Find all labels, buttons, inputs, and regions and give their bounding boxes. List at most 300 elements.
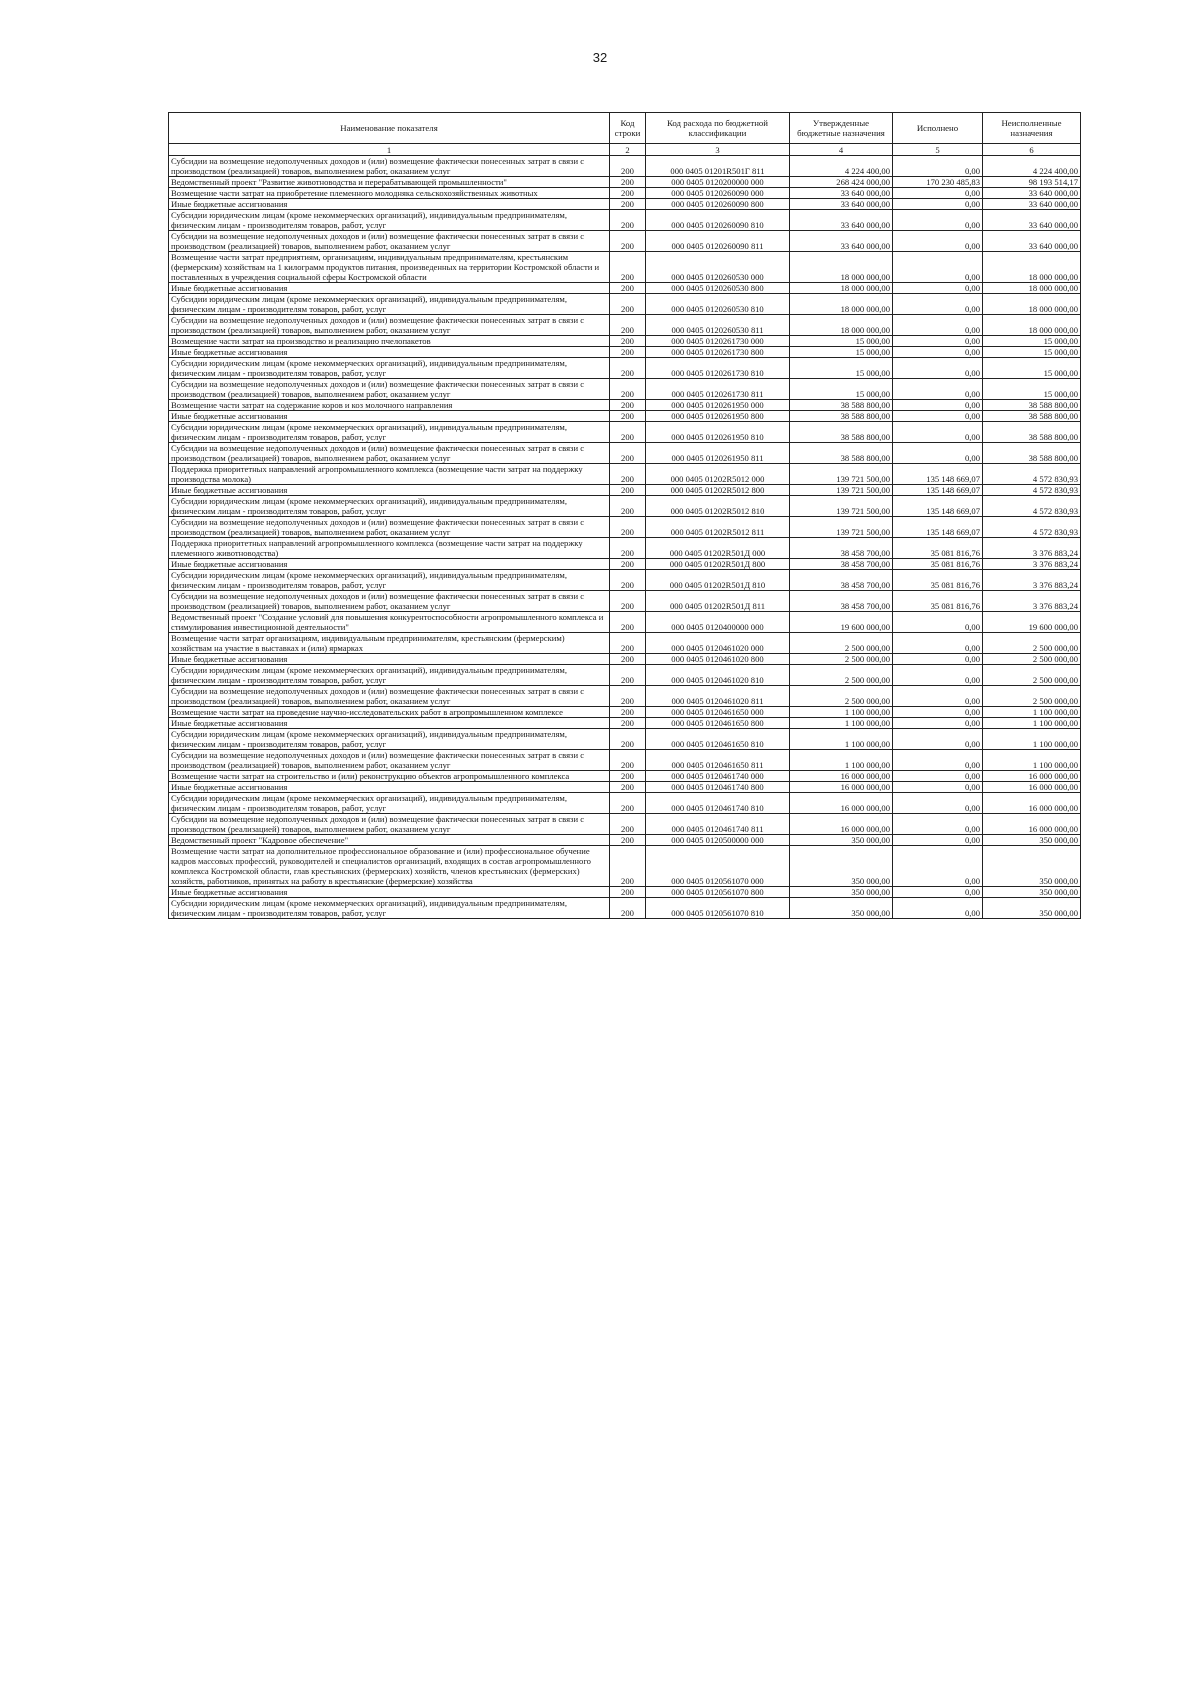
row-approved: 16 000 000,00 (790, 771, 893, 782)
row-name: Субсидии на возмещение недополученных доходов и (или) возмещение фактически понесенных затрат в связи с производством (реализацией) товаров, выполнением работ, оказанием услуг (169, 156, 610, 177)
row-name: Ведомственный проект "Создание условий для повышения конкурентоспособности агропромышленного комплекса и стимулирования инвестиционной деятельности" (169, 612, 610, 633)
row-code: 200 (610, 887, 646, 898)
row-executed: 170 230 485,83 (893, 177, 983, 188)
row-kbk: 000 0405 0120260530 811 (646, 315, 790, 336)
row-kbk: 000 0405 0120461740 810 (646, 793, 790, 814)
row-executed: 35 081 816,76 (893, 570, 983, 591)
row-name: Субсидии юридическим лицам (кроме некоммерческих организаций), индивидуальным предпринимателям, физическим лицам - производителям товаров, работ, услуг (169, 729, 610, 750)
row-executed: 0,00 (893, 199, 983, 210)
row-kbk: 000 0405 0120260530 800 (646, 283, 790, 294)
table-row (169, 177, 1081, 188)
row-executed: 0,00 (893, 633, 983, 654)
row-executed: 0,00 (893, 156, 983, 177)
row-code: 200 (610, 358, 646, 379)
row-name: Субсидии на возмещение недополученных доходов и (или) возмещение фактически понесенных затрат в связи с производством (реализацией) товаров, выполнением работ, оказанием услуг (169, 231, 610, 252)
column-number: 4 (790, 144, 893, 156)
row-unexecuted: 15 000,00 (983, 336, 1081, 347)
row-approved: 38 458 700,00 (790, 591, 893, 612)
row-code: 200 (610, 707, 646, 718)
table-row (169, 283, 1081, 294)
row-approved: 2 500 000,00 (790, 654, 893, 665)
header-row (169, 113, 1081, 144)
table-row (169, 336, 1081, 347)
row-unexecuted: 38 588 800,00 (983, 400, 1081, 411)
row-name: Иные бюджетные ассигнования (169, 559, 610, 570)
row-executed: 0,00 (893, 782, 983, 793)
row-name: Иные бюджетные ассигнования (169, 485, 610, 496)
row-kbk: 000 0405 0120260090 800 (646, 199, 790, 210)
column-number: 5 (893, 144, 983, 156)
row-kbk: 000 0405 0120260090 811 (646, 231, 790, 252)
row-kbk: 000 0405 01202R5012 000 (646, 464, 790, 485)
row-code: 200 (610, 464, 646, 485)
row-kbk: 000 0405 01202R501Д 800 (646, 559, 790, 570)
row-code: 200 (610, 188, 646, 199)
row-unexecuted: 350 000,00 (983, 898, 1081, 919)
row-executed: 135 148 669,07 (893, 464, 983, 485)
row-kbk: 000 0405 0120461650 811 (646, 750, 790, 771)
table-row (169, 443, 1081, 464)
table-row (169, 846, 1081, 887)
row-name: Возмещение части затрат на содержание коров и коз молочного направления (169, 400, 610, 411)
row-unexecuted: 2 500 000,00 (983, 686, 1081, 707)
row-executed: 0,00 (893, 231, 983, 252)
row-executed: 0,00 (893, 793, 983, 814)
column-number-row (169, 144, 1081, 156)
row-unexecuted: 350 000,00 (983, 887, 1081, 898)
table-row (169, 347, 1081, 358)
row-executed: 0,00 (893, 379, 983, 400)
row-code: 200 (610, 210, 646, 231)
row-approved: 33 640 000,00 (790, 210, 893, 231)
row-name: Субсидии на возмещение недополученных доходов и (или) возмещение фактически понесенных затрат в связи с производством (реализацией) товаров, выполнением работ, оказанием услуг (169, 379, 610, 400)
table-row (169, 422, 1081, 443)
table-row (169, 400, 1081, 411)
row-approved: 4 224 400,00 (790, 156, 893, 177)
table-row (169, 793, 1081, 814)
row-unexecuted: 1 100 000,00 (983, 729, 1081, 750)
row-executed: 0,00 (893, 283, 983, 294)
row-executed: 0,00 (893, 612, 983, 633)
row-approved: 18 000 000,00 (790, 315, 893, 336)
row-approved: 139 721 500,00 (790, 464, 893, 485)
row-approved: 38 588 800,00 (790, 411, 893, 422)
row-name: Возмещение части затрат на дополнительное профессиональное образование и (или) профессиональное обучение кадров массовых профессий, руководителей и специалистов организаций, входящих в состав агропромышленного комплекса Костромской области, глав крестьянских (фермерских) хозяйств, членов крестьянских (фермерских) хозяйств, работников, принятых на работу в крестьянские (фермерские) хозяйства (169, 846, 610, 887)
table-row (169, 612, 1081, 633)
row-approved: 15 000,00 (790, 336, 893, 347)
row-kbk: 000 0405 0120561070 810 (646, 898, 790, 919)
row-approved: 38 588 800,00 (790, 400, 893, 411)
row-executed: 0,00 (893, 315, 983, 336)
row-executed: 0,00 (893, 252, 983, 283)
row-executed: 35 081 816,76 (893, 591, 983, 612)
row-kbk: 000 0405 01202R5012 800 (646, 485, 790, 496)
row-kbk: 000 0405 0120461020 000 (646, 633, 790, 654)
row-unexecuted: 15 000,00 (983, 358, 1081, 379)
row-approved: 2 500 000,00 (790, 665, 893, 686)
row-name: Иные бюджетные ассигнования (169, 283, 610, 294)
table-row (169, 379, 1081, 400)
table-row (169, 538, 1081, 559)
row-executed: 0,00 (893, 188, 983, 199)
row-name: Субсидии на возмещение недополученных доходов и (или) возмещение фактически понесенных затрат в связи с производством (реализацией) товаров, выполнением работ, оказанием услуг (169, 814, 610, 835)
table-row (169, 210, 1081, 231)
budget-execution-table (168, 112, 1081, 919)
row-unexecuted: 16 000 000,00 (983, 782, 1081, 793)
row-code: 200 (610, 156, 646, 177)
row-unexecuted: 1 100 000,00 (983, 718, 1081, 729)
row-unexecuted: 38 588 800,00 (983, 422, 1081, 443)
row-unexecuted: 15 000,00 (983, 347, 1081, 358)
row-kbk: 000 0405 01202R501Д 000 (646, 538, 790, 559)
row-unexecuted: 350 000,00 (983, 835, 1081, 846)
row-kbk: 000 0405 0120260530 810 (646, 294, 790, 315)
row-unexecuted: 16 000 000,00 (983, 771, 1081, 782)
row-code: 200 (610, 283, 646, 294)
row-name: Субсидии юридическим лицам (кроме некоммерческих организаций), индивидуальным предпринимателям, физическим лицам - производителям товаров, работ, услуг (169, 570, 610, 591)
row-approved: 16 000 000,00 (790, 782, 893, 793)
row-code: 200 (610, 485, 646, 496)
row-executed: 0,00 (893, 336, 983, 347)
column-header-approved: Утвержденные бюджетные назначения (790, 113, 893, 144)
table-row (169, 898, 1081, 919)
row-code: 200 (610, 199, 646, 210)
table-row (169, 782, 1081, 793)
table-row (169, 887, 1081, 898)
row-executed: 0,00 (893, 358, 983, 379)
row-executed: 0,00 (893, 771, 983, 782)
row-approved: 16 000 000,00 (790, 793, 893, 814)
row-kbk: 000 0405 0120261950 000 (646, 400, 790, 411)
row-name: Иные бюджетные ассигнования (169, 887, 610, 898)
row-unexecuted: 19 600 000,00 (983, 612, 1081, 633)
row-name: Субсидии юридическим лицам (кроме некоммерческих организаций), индивидуальным предпринимателям, физическим лицам - производителям товаров, работ, услуг (169, 793, 610, 814)
table-row (169, 835, 1081, 846)
row-executed: 0,00 (893, 718, 983, 729)
row-executed: 0,00 (893, 686, 983, 707)
row-kbk: 000 0405 0120461650 000 (646, 707, 790, 718)
row-code: 200 (610, 898, 646, 919)
row-executed: 0,00 (893, 654, 983, 665)
row-name: Иные бюджетные ассигнования (169, 411, 610, 422)
row-name: Иные бюджетные ассигнования (169, 347, 610, 358)
row-approved: 2 500 000,00 (790, 686, 893, 707)
row-unexecuted: 15 000,00 (983, 379, 1081, 400)
table-row (169, 199, 1081, 210)
table-row (169, 665, 1081, 686)
row-unexecuted: 2 500 000,00 (983, 633, 1081, 654)
row-kbk: 000 0405 0120261730 811 (646, 379, 790, 400)
row-name: Иные бюджетные ассигнования (169, 782, 610, 793)
table-row (169, 252, 1081, 283)
row-unexecuted: 38 588 800,00 (983, 411, 1081, 422)
row-kbk: 000 0405 0120461740 800 (646, 782, 790, 793)
row-code: 200 (610, 252, 646, 283)
row-kbk: 000 0405 0120561070 800 (646, 887, 790, 898)
row-unexecuted: 4 572 830,93 (983, 464, 1081, 485)
row-name: Возмещение части затрат на строительство и (или) реконструкцию объектов агропромышленного комплекса (169, 771, 610, 782)
row-name: Возмещение части затрат на производство и реализацию пчелопакетов (169, 336, 610, 347)
table-row (169, 315, 1081, 336)
row-executed: 0,00 (893, 347, 983, 358)
row-approved: 33 640 000,00 (790, 231, 893, 252)
row-executed: 0,00 (893, 846, 983, 887)
table-row (169, 750, 1081, 771)
row-unexecuted: 33 640 000,00 (983, 199, 1081, 210)
row-approved: 15 000,00 (790, 358, 893, 379)
column-header-code: Код строки (610, 113, 646, 144)
row-kbk: 000 0405 0120260530 000 (646, 252, 790, 283)
row-kbk: 000 0405 0120261730 000 (646, 336, 790, 347)
row-approved: 18 000 000,00 (790, 283, 893, 294)
table-row (169, 294, 1081, 315)
row-code: 200 (610, 654, 646, 665)
row-approved: 18 000 000,00 (790, 294, 893, 315)
row-code: 200 (610, 177, 646, 188)
row-approved: 33 640 000,00 (790, 199, 893, 210)
table-row (169, 570, 1081, 591)
table-row (169, 591, 1081, 612)
row-name: Иные бюджетные ассигнования (169, 654, 610, 665)
row-code: 200 (610, 814, 646, 835)
row-code: 200 (610, 379, 646, 400)
row-name: Субсидии юридическим лицам (кроме некоммерческих организаций), индивидуальным предпринимателям, физическим лицам - производителям товаров, работ, услуг (169, 294, 610, 315)
row-executed: 135 148 669,07 (893, 485, 983, 496)
row-executed: 0,00 (893, 887, 983, 898)
row-unexecuted: 16 000 000,00 (983, 814, 1081, 835)
row-name: Поддержка приоритетных направлений агропромышленного комплекса (возмещение части затрат на поддержку производства молока) (169, 464, 610, 485)
row-kbk: 000 0405 0120261950 810 (646, 422, 790, 443)
row-approved: 268 424 000,00 (790, 177, 893, 188)
row-unexecuted: 2 500 000,00 (983, 665, 1081, 686)
row-unexecuted: 4 572 830,93 (983, 496, 1081, 517)
page-number: 32 (592, 50, 608, 65)
table-row (169, 517, 1081, 538)
row-approved: 15 000,00 (790, 379, 893, 400)
table-row (169, 485, 1081, 496)
column-number: 2 (610, 144, 646, 156)
row-unexecuted: 33 640 000,00 (983, 231, 1081, 252)
row-unexecuted: 4 224 400,00 (983, 156, 1081, 177)
column-header-executed: Исполнено (893, 113, 983, 144)
row-kbk: 000 0405 0120461020 800 (646, 654, 790, 665)
row-code: 200 (610, 400, 646, 411)
row-code: 200 (610, 665, 646, 686)
row-executed: 0,00 (893, 294, 983, 315)
row-kbk: 000 0405 0120260090 000 (646, 188, 790, 199)
row-kbk: 000 0405 0120461650 800 (646, 718, 790, 729)
column-header-unexecuted: Неисполненные назначения (983, 113, 1081, 144)
row-code: 200 (610, 538, 646, 559)
row-code: 200 (610, 315, 646, 336)
row-unexecuted: 33 640 000,00 (983, 188, 1081, 199)
row-approved: 38 588 800,00 (790, 422, 893, 443)
row-code: 200 (610, 835, 646, 846)
table-row (169, 718, 1081, 729)
row-executed: 0,00 (893, 898, 983, 919)
row-approved: 16 000 000,00 (790, 814, 893, 835)
row-name: Возмещение части затрат на проведение научно-исследовательских работ в агропромышленном комплексе (169, 707, 610, 718)
row-kbk: 000 0405 01201R501Г 811 (646, 156, 790, 177)
row-unexecuted: 350 000,00 (983, 846, 1081, 887)
row-unexecuted: 3 376 883,24 (983, 591, 1081, 612)
row-approved: 15 000,00 (790, 347, 893, 358)
row-kbk: 000 0405 0120461650 810 (646, 729, 790, 750)
column-number: 6 (983, 144, 1081, 156)
row-code: 200 (610, 633, 646, 654)
row-name: Субсидии юридическим лицам (кроме некоммерческих организаций), индивидуальным предпринимателям, физическим лицам - производителям товаров, работ, услуг (169, 665, 610, 686)
table-body (169, 156, 1081, 919)
row-kbk: 000 0405 0120400000 000 (646, 612, 790, 633)
row-approved: 38 458 700,00 (790, 538, 893, 559)
row-name: Возмещение части затрат предприятиям, организациям, индивидуальным предпринимателям, крестьянским (фермерским) хозяйствам на 1 килограмм продуктов питания, произведенных на территории Костромской области и поставленных в учреждения социальной сферы Костромской области (169, 252, 610, 283)
row-name: Субсидии юридическим лицам (кроме некоммерческих организаций), индивидуальным предпринимателям, физическим лицам - производителям товаров, работ, услуг (169, 422, 610, 443)
row-unexecuted: 98 193 514,17 (983, 177, 1081, 188)
row-executed: 0,00 (893, 443, 983, 464)
row-code: 200 (610, 729, 646, 750)
row-approved: 1 100 000,00 (790, 707, 893, 718)
row-approved: 350 000,00 (790, 846, 893, 887)
row-code: 200 (610, 443, 646, 464)
row-kbk: 000 0405 0120461740 811 (646, 814, 790, 835)
row-code: 200 (610, 231, 646, 252)
column-number: 1 (169, 144, 610, 156)
table-row (169, 814, 1081, 835)
row-kbk: 000 0405 0120261730 810 (646, 358, 790, 379)
row-approved: 38 458 700,00 (790, 559, 893, 570)
row-code: 200 (610, 496, 646, 517)
row-code: 200 (610, 750, 646, 771)
row-kbk: 000 0405 0120261950 800 (646, 411, 790, 422)
column-header-kbk: Код расхода по бюджетной классификации (646, 113, 790, 144)
row-code: 200 (610, 718, 646, 729)
row-name: Иные бюджетные ассигнования (169, 199, 610, 210)
row-name: Субсидии на возмещение недополученных доходов и (или) возмещение фактически понесенных затрат в связи с производством (реализацией) товаров, выполнением работ, оказанием услуг (169, 315, 610, 336)
row-executed: 35 081 816,76 (893, 559, 983, 570)
row-executed: 0,00 (893, 422, 983, 443)
row-code: 200 (610, 591, 646, 612)
row-approved: 18 000 000,00 (790, 252, 893, 283)
row-code: 200 (610, 559, 646, 570)
row-kbk: 000 0405 0120200000 000 (646, 177, 790, 188)
row-kbk: 000 0405 0120461020 811 (646, 686, 790, 707)
row-executed: 0,00 (893, 814, 983, 835)
row-unexecuted: 1 100 000,00 (983, 707, 1081, 718)
row-name: Субсидии на возмещение недополученных доходов и (или) возмещение фактически понесенных затрат в связи с производством (реализацией) товаров, выполнением работ, оказанием услуг (169, 591, 610, 612)
table-row (169, 707, 1081, 718)
column-number: 3 (646, 144, 790, 156)
row-unexecuted: 3 376 883,24 (983, 538, 1081, 559)
row-code: 200 (610, 793, 646, 814)
row-unexecuted: 18 000 000,00 (983, 315, 1081, 336)
row-code: 200 (610, 336, 646, 347)
row-kbk: 000 0405 0120260090 810 (646, 210, 790, 231)
table-row (169, 496, 1081, 517)
table-row (169, 729, 1081, 750)
row-name: Ведомственный проект "Кадровое обеспечение" (169, 835, 610, 846)
row-approved: 38 588 800,00 (790, 443, 893, 464)
row-code: 200 (610, 517, 646, 538)
row-kbk: 000 0405 0120461020 810 (646, 665, 790, 686)
table-row (169, 633, 1081, 654)
row-executed: 0,00 (893, 665, 983, 686)
table-row (169, 654, 1081, 665)
row-executed: 0,00 (893, 210, 983, 231)
table-row (169, 686, 1081, 707)
row-approved: 38 458 700,00 (790, 570, 893, 591)
row-name: Субсидии юридическим лицам (кроме некоммерческих организаций), индивидуальным предпринимателям, физическим лицам - производителям товаров, работ, услуг (169, 898, 610, 919)
row-kbk: 000 0405 01202R5012 810 (646, 496, 790, 517)
row-approved: 1 100 000,00 (790, 750, 893, 771)
table-row (169, 559, 1081, 570)
row-kbk: 000 0405 0120261950 811 (646, 443, 790, 464)
row-name: Ведомственный проект "Развитие животноводства и перерабатывающей промышленности" (169, 177, 610, 188)
row-name: Субсидии на возмещение недополученных доходов и (или) возмещение фактически понесенных затрат в связи с производством (реализацией) товаров, выполнением работ, оказанием услуг (169, 517, 610, 538)
column-header-name: Наименование показателя (169, 113, 610, 144)
table-row (169, 771, 1081, 782)
row-executed: 0,00 (893, 707, 983, 718)
row-approved: 2 500 000,00 (790, 633, 893, 654)
row-name: Субсидии юридическим лицам (кроме некоммерческих организаций), индивидуальным предпринимателям, физическим лицам - производителям товаров, работ, услуг (169, 358, 610, 379)
table-row (169, 188, 1081, 199)
row-approved: 350 000,00 (790, 898, 893, 919)
row-unexecuted: 38 588 800,00 (983, 443, 1081, 464)
row-code: 200 (610, 612, 646, 633)
row-code: 200 (610, 422, 646, 443)
row-code: 200 (610, 782, 646, 793)
table-row (169, 411, 1081, 422)
table-row (169, 231, 1081, 252)
row-approved: 350 000,00 (790, 835, 893, 846)
row-name: Поддержка приоритетных направлений агропромышленного комплекса (возмещение части затрат на поддержку племенного животноводства) (169, 538, 610, 559)
row-code: 200 (610, 294, 646, 315)
row-unexecuted: 1 100 000,00 (983, 750, 1081, 771)
row-executed: 0,00 (893, 835, 983, 846)
row-executed: 0,00 (893, 400, 983, 411)
row-name: Возмещение части затрат на приобретение племенного молодняка сельскохозяйственных животных (169, 188, 610, 199)
row-approved: 139 721 500,00 (790, 517, 893, 538)
row-code: 200 (610, 411, 646, 422)
row-unexecuted: 3 376 883,24 (983, 559, 1081, 570)
row-kbk: 000 0405 01202R501Д 810 (646, 570, 790, 591)
row-unexecuted: 2 500 000,00 (983, 654, 1081, 665)
row-kbk: 000 0405 01202R501Д 811 (646, 591, 790, 612)
row-unexecuted: 33 640 000,00 (983, 210, 1081, 231)
row-approved: 350 000,00 (790, 887, 893, 898)
row-name: Возмещение части затрат организациям, индивидуальным предпринимателям, крестьянским (фермерским) хозяйствам на участие в выставках и (или) ярмарках (169, 633, 610, 654)
row-kbk: 000 0405 0120261730 800 (646, 347, 790, 358)
row-name: Субсидии на возмещение недополученных доходов и (или) возмещение фактически понесенных затрат в связи с производством (реализацией) товаров, выполнением работ, оказанием услуг (169, 443, 610, 464)
row-unexecuted: 18 000 000,00 (983, 294, 1081, 315)
row-executed: 0,00 (893, 729, 983, 750)
row-kbk: 000 0405 01202R5012 811 (646, 517, 790, 538)
row-approved: 139 721 500,00 (790, 485, 893, 496)
row-unexecuted: 18 000 000,00 (983, 252, 1081, 283)
row-unexecuted: 3 376 883,24 (983, 570, 1081, 591)
row-code: 200 (610, 686, 646, 707)
row-unexecuted: 4 572 830,93 (983, 485, 1081, 496)
row-code: 200 (610, 347, 646, 358)
row-name: Субсидии на возмещение недополученных доходов и (или) возмещение фактически понесенных затрат в связи с производством (реализацией) товаров, выполнением работ, оказанием услуг (169, 750, 610, 771)
table-row (169, 358, 1081, 379)
row-name: Субсидии юридическим лицам (кроме некоммерческих организаций), индивидуальным предпринимателям, физическим лицам - производителям товаров, работ, услуг (169, 496, 610, 517)
row-kbk: 000 0405 0120461740 000 (646, 771, 790, 782)
row-name: Субсидии на возмещение недополученных доходов и (или) возмещение фактически понесенных затрат в связи с производством (реализацией) товаров, выполнением работ, оказанием услуг (169, 686, 610, 707)
row-executed: 0,00 (893, 750, 983, 771)
row-unexecuted: 18 000 000,00 (983, 283, 1081, 294)
row-executed: 35 081 816,76 (893, 538, 983, 559)
table-row (169, 156, 1081, 177)
